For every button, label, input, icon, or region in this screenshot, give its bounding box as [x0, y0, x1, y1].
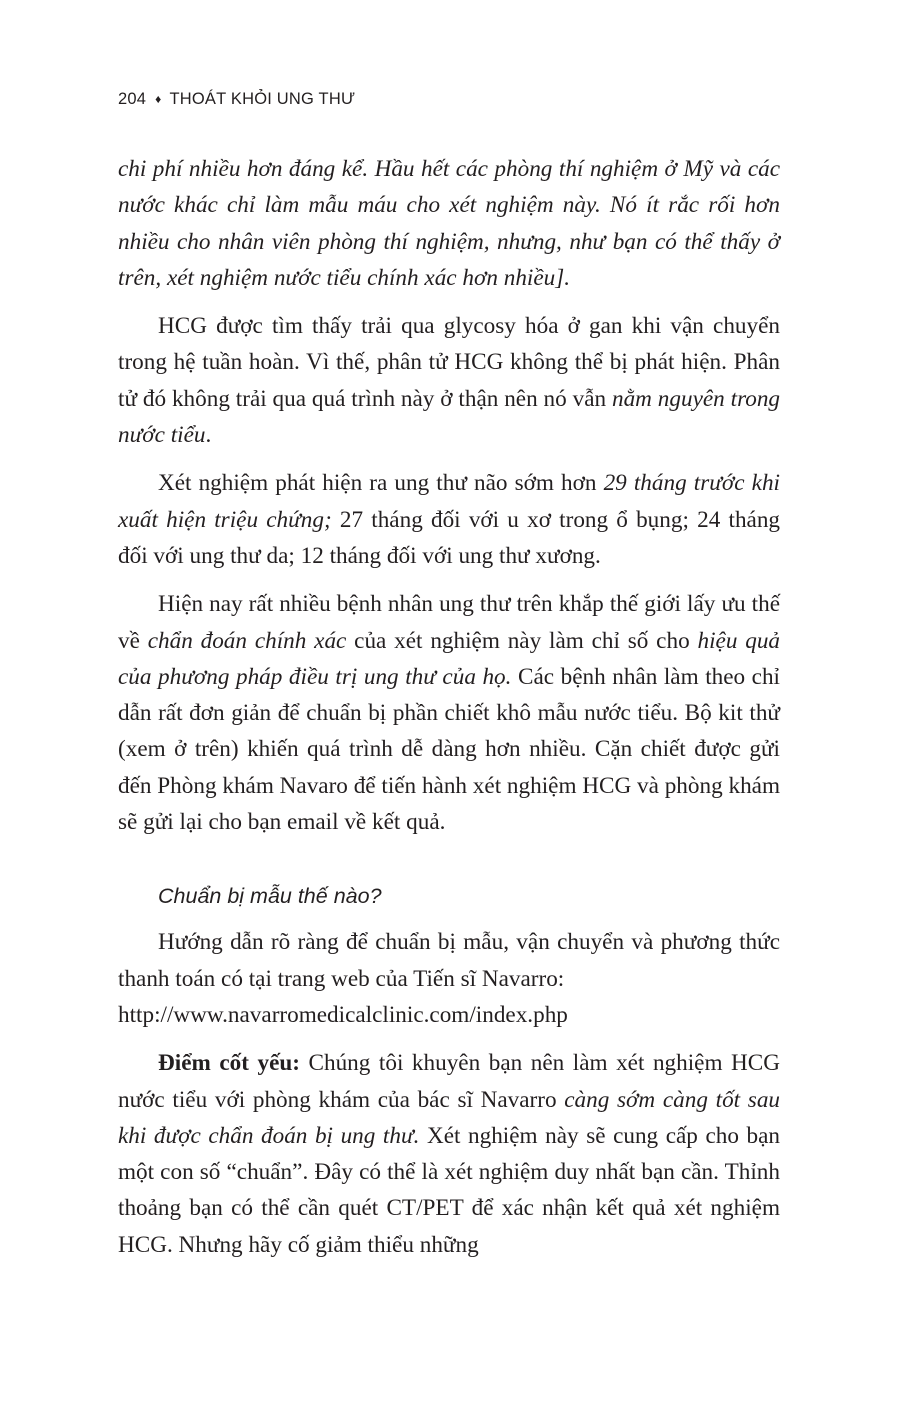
paragraph-emphasis: nằm nguyên trong nước tiểu: [118, 385, 781, 449]
paragraph-emphasis: hiệu quả của phương pháp điều trị ung thư của họ.: [118, 627, 781, 690]
paragraph-text: Các bệnh nhân làm theo chỉ dẫn rất đơn giản để chuẩn bị phần chiết khô mẫu nước tiểu. Bộ kit thử (xem ở trên) khiến quá trình dễ dàng hơn nhiều. Cặn chiết được gửi đến Phòng khám Navaro để tiến hành xét nghiệm HCG và phòng khám sẽ gửi lại cho bạn email về kết quả.: [118, 663, 780, 836]
running-header: [118, 90, 355, 109]
paragraph-text: Hiện nay rất nhiều bệnh nhân ung thư trên khắp thế giới lấy ưu thế về: [118, 591, 780, 654]
section-heading: Chuẩn bị mẫu thế nào?: [158, 884, 382, 909]
website-url: http://www.navarromedicalclinic.com/index.php: [118, 1001, 568, 1028]
page-number: 204: [118, 90, 147, 108]
paragraph-early-detection: [118, 465, 780, 574]
paragraph-text: Chúng tôi khuyên bạn nên làm xét nghiệm HCG nước tiểu với phòng khám của bác sĩ Navarro: [118, 1050, 780, 1113]
paragraph-text: 27 tháng đối với u xơ trong ổ bụng; 24 tháng đối với ung thư da; 12 tháng đối với ung thư xương.: [118, 506, 781, 569]
paragraph-instructions: [118, 924, 780, 1033]
book-title: THOÁT KHỎI UNG THƯ: [169, 90, 356, 108]
page-body: [118, 151, 780, 1275]
paragraph-text: Hướng dẫn rõ ràng để chuẩn bị mẫu, vận chuyển và phương thức thanh toán có tại trang web của Tiến sĩ Navarro:: [118, 929, 780, 992]
diamond-separator-icon: ♦: [155, 92, 162, 106]
paragraph-key-point: [118, 1045, 780, 1263]
paragraph-emphasis: càng sớm càng tốt sau khi được chẩn đoán bị ung thư.: [118, 1086, 781, 1149]
paragraph-text: Xét nghiệm phát hiện ra ung thư não sớm hơn: [158, 470, 604, 497]
paragraph-emphasis: chẩn đoán chính xác: [147, 627, 347, 654]
paragraph-emphasis: 29 tháng trước khi xuất hiện triệu chứng;: [118, 470, 780, 533]
paragraph-hcg-glycosylation: [118, 308, 780, 453]
paragraph-text: .: [205, 422, 212, 449]
paragraph-continued: [118, 151, 780, 296]
paragraph-patients-worldwide: [118, 586, 780, 840]
paragraph-text: Xét nghiệm này sẽ cung cấp cho bạn một con số “chuẩn”. Đây có thể là xét nghiệm duy nhất bạn cần. Thỉnh thoảng bạn có thể cần quét CT/PET để xác nhận kết quả xét nghiệm HCG. Nhưng hãy cố giảm thiểu những: [118, 1122, 780, 1258]
paragraph-text: chi phí nhiều hơn đáng kể. Hầu hết các phòng thí nghiệm ở Mỹ và các nước khác chỉ làm mẫu máu cho xét nghiệm này. Nó ít rắc rối hơn nhiều cho nhân viên phòng thí nghiệm, nhưng, như bạn có thể thấy ở trên, xét nghiệm nước tiểu chính xác hơn nhiều].: [118, 156, 780, 291]
paragraph-text: HCG được tìm thấy trải qua glycosy hóa ở gan khi vận chuyển trong hệ tuần hoàn. Vì thế, phân tử HCG không thể bị phát hiện. Phân tử đó không trải qua quá trình này ở thận nên nó vẫn: [118, 313, 780, 412]
key-point-label: Điểm cốt yếu:: [158, 1050, 300, 1077]
paragraph-text: của xét nghiệm này làm chỉ số cho: [346, 627, 698, 654]
